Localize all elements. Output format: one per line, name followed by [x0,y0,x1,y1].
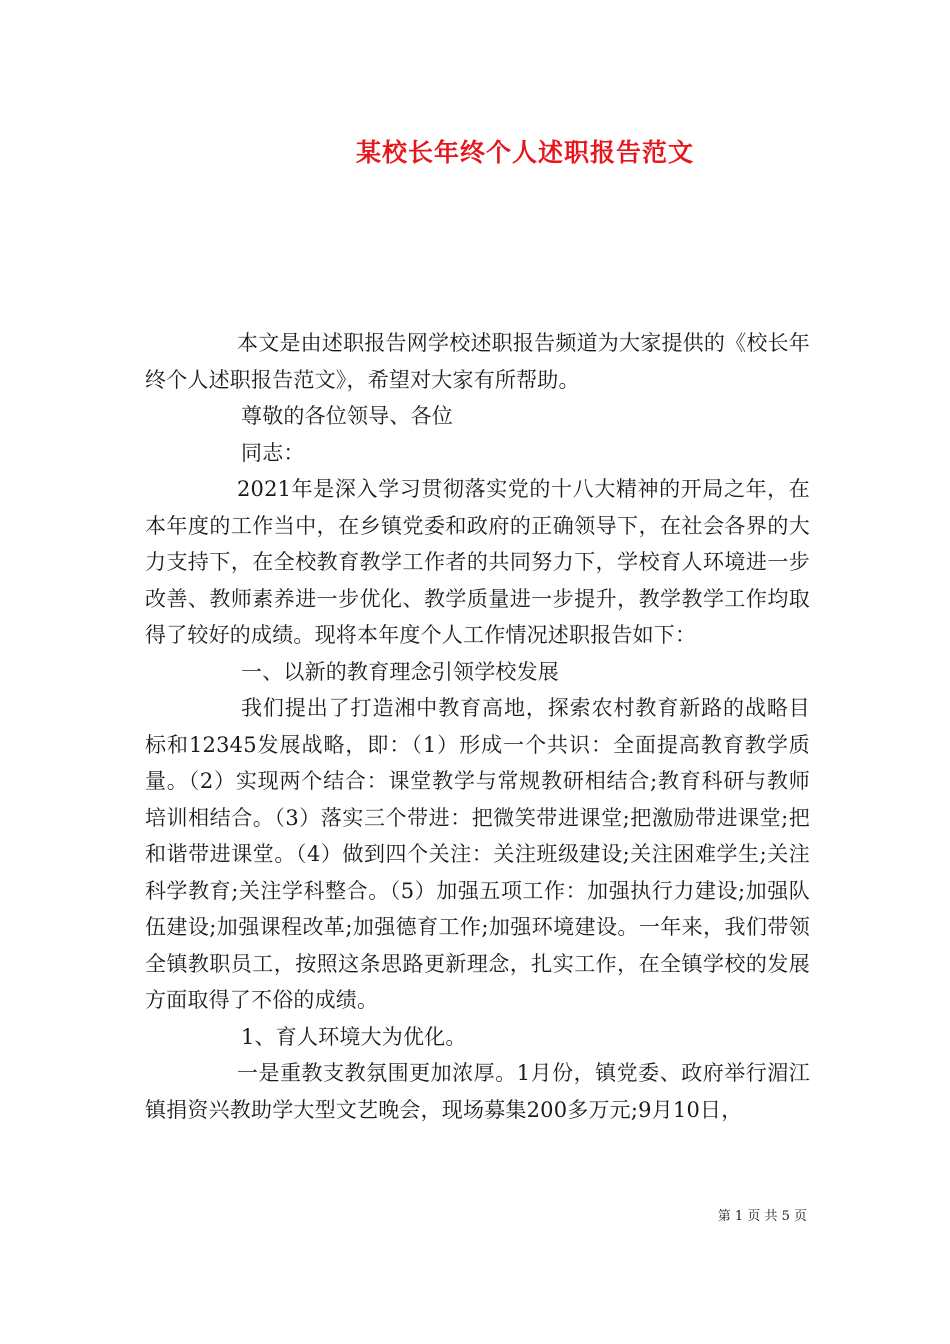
body-paragraph: 一是重教支教氛围更加浓厚。1月份，镇党委、政府举行湄江镇捐资兴教助学大型文艺晚会，现场募集200多万元;9月10日， [145,1061,810,1122]
document-body [145,325,810,1128]
page-title: 某校长年终个人述职报告范文 [355,138,694,167]
intro-paragraph: 本文是由述职报告网学校述职报告频道为大家提供的《校长年终个人述职报告范文》，希望对大家有所帮助。 [145,331,810,392]
section-heading: 一、以新的教育理念引领学校发展 [241,659,559,684]
subsection-heading: 1、育人环境大为优化。 [241,1024,467,1049]
page-number: 第 1 页 共 5 页 [717,1209,807,1224]
salutation-line: 尊敬的各位领导、各位 [241,404,453,428]
body-paragraph: 2021年是深入学习贯彻落实党的十八大精神的开局之年，在本年度的工作当中，在乡镇党委和政府的正确领导下，在社会各界的大力支持下，在全校教育教学工作者的共同努力下，学校育人环境进一步改善、教师素养进一步优化、教学质量进一步提升，教学教学工作均取得了较好的成绩。现将本年度个人工作情况述职报告如下： [145,477,810,647]
salutation-line: 同志： [241,440,305,465]
body-paragraph: 我们提出了打造湘中教育高地，探索农村教育新路的战略目标和12345发展战略，即：（1）形成一个共识：全面提高教育教学质量。（2）实现两个结合：课堂教学与常规教研相结合;教育科研与教师培训相结合。（3）落实三个带进：把微笑带进课堂;把激励带进课堂;把和谐带进课堂。（4）做到四个关注：关注班级建设;关注困难学生;关注科学教育;关注学科整合。（5）加强五项工作：加强执行力建设;加强队伍建设;加强课程改革;加强德育工作;加强环境建设。一年来，我们带领全镇教职员工，按照这条思路更新理念，扎实工作，在全镇学校的发展方面取得了不俗的成绩。 [145,696,810,1012]
